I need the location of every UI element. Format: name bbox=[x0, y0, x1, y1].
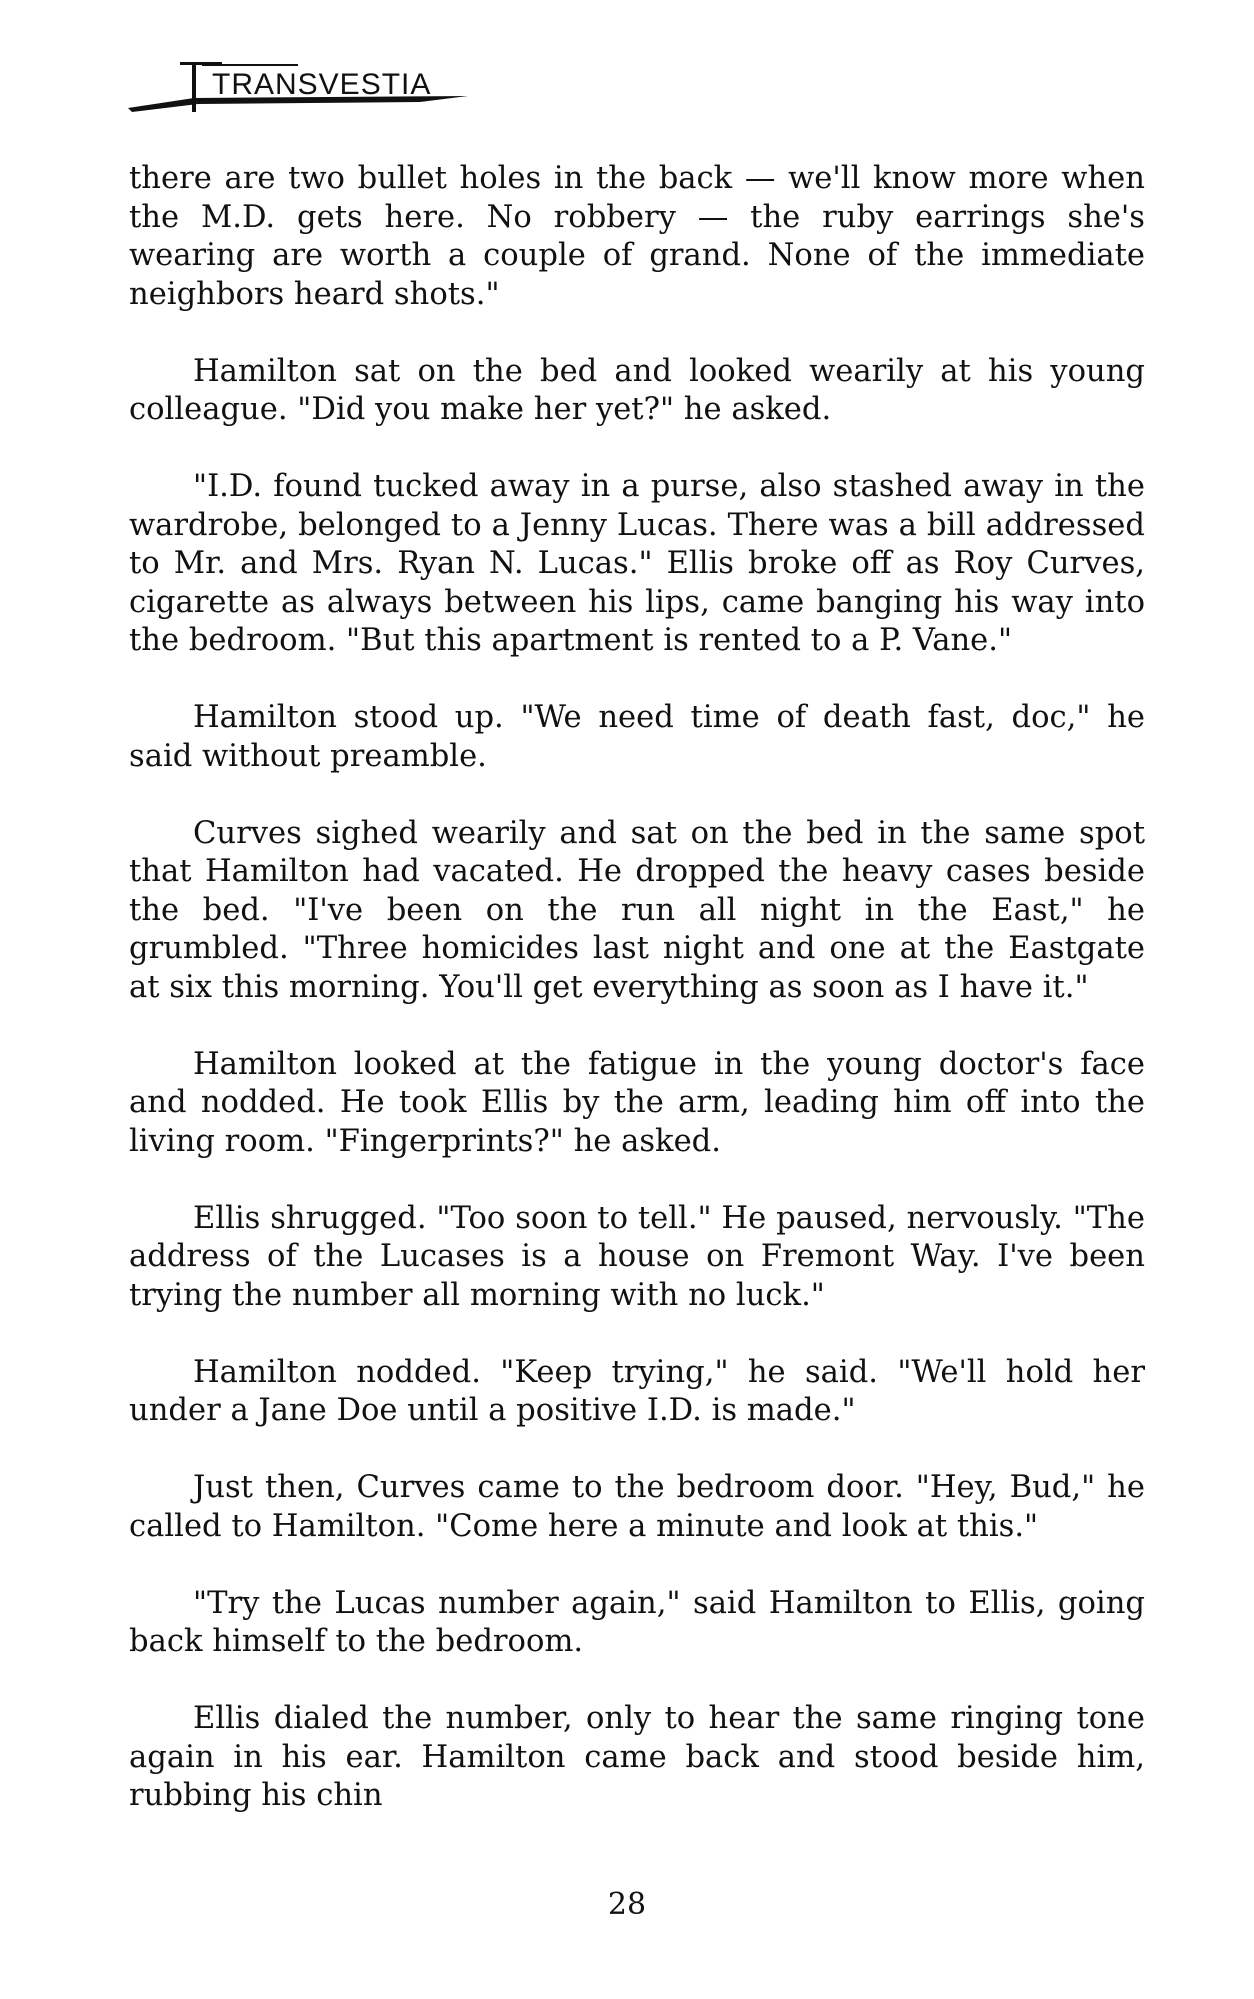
paragraph: Hamilton nodded. "Keep trying," he said. "We'll hold her under a Jane Doe until a positive I.D. is made." bbox=[129, 1354, 1145, 1428]
paragraph: Ellis shrugged. "Too soon to tell." He paused, nervously. "The address of the Lucases is a house on Fremont Way. I've been trying the number all morning with no luck." bbox=[129, 1200, 1145, 1313]
masthead-logo bbox=[128, 52, 498, 122]
paragraph: Hamilton looked at the fatigue in the young doctor's face and nodded. He took Ellis by the arm, leading him off into the living room. "Fingerprints?" he asked. bbox=[129, 1046, 1145, 1159]
paragraph: Ellis dialed the number, only to hear the same ringing tone again in his ear. Hamilton came back and stood beside him, rubbing his chin bbox=[129, 1701, 1145, 1813]
paragraph: "Try the Lucas number again," said Hamilton to Ellis, going back himself to the bedroom. bbox=[129, 1585, 1145, 1659]
paragraph: Hamilton sat on the bed and looked wearily at his young colleague. "Did you make her yet?" he asked. bbox=[129, 353, 1145, 427]
paragraph: there are two bullet holes in the back — we'll know more when the M.D. gets here. No robbery — the ruby earrings she's wearing are worth a couple of grand. None of the immediate neighbors heard shots." bbox=[129, 161, 1145, 312]
article-body bbox=[129, 160, 1145, 1854]
paragraph: Hamilton stood up. "We need time of death fast, doc," he said without preamble. bbox=[129, 700, 1145, 774]
page-number: 28 bbox=[607, 1887, 647, 1922]
paragraph: Curves sighed wearily and sat on the bed in the same spot that Hamilton had vacated. He dropped the heavy cases beside the bed. "I've been on the run all night in the East," he grumbled. "Three homicides last night and one at the Eastgate at six this morning. You'll get everything as soon as I have it." bbox=[129, 815, 1145, 1005]
paragraph: "I.D. found tucked away in a purse, also stashed away in the wardrobe, belonged to a Jenny Lucas. There was a bill addressed to Mr. and Mrs. Ryan N. Lucas." Ellis broke off as Roy Curves, cigarette as always between his lips, came banging his way into the bedroom. "But this apartment is rented to a P. Vane." bbox=[129, 469, 1145, 658]
masthead-title: TRANSVESTIA bbox=[212, 68, 432, 101]
paragraph: Just then, Curves came to the bedroom door. "Hey, Bud," he called to Hamilton. "Come here a minute and look at this." bbox=[129, 1470, 1145, 1544]
